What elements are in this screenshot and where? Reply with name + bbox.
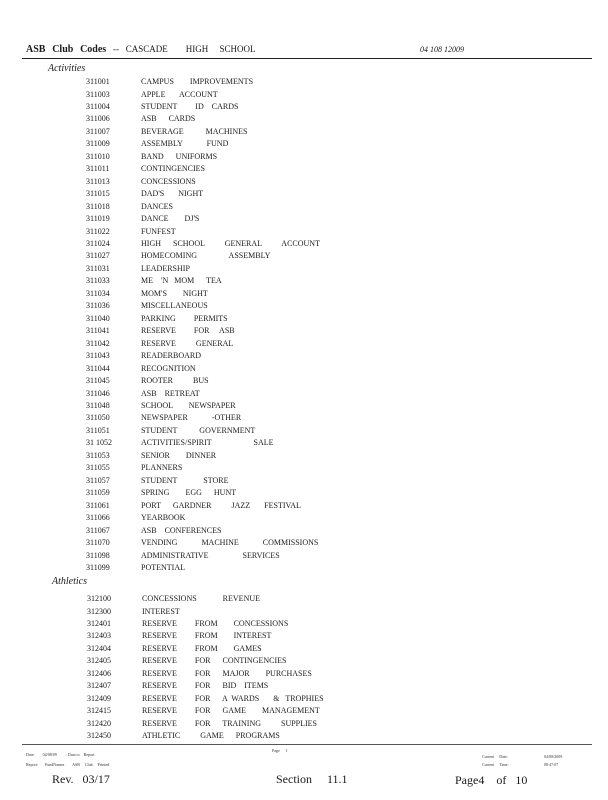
account-code: 311022 — [86, 226, 110, 236]
account-name: RESERVE FOR ASB — [141, 326, 235, 336]
account-name: RESERVE FROM INTEREST — [142, 631, 272, 641]
code-row — [86, 90, 506, 100]
account-name: STUDENT ID CARDS — [141, 101, 239, 111]
account-name: BEVERAGE MACHINES — [141, 126, 248, 136]
account-name: PARKING PERMITS — [141, 313, 228, 323]
account-code: 311034 — [86, 288, 110, 298]
account-name: ME 'N MOM TEA — [141, 276, 222, 286]
account-name: CONCESSIONS — [141, 176, 196, 186]
account-code: 311033 — [86, 276, 110, 286]
footer-page-number: Page4 of 10 — [455, 773, 528, 787]
account-name: PORT GARDNER JAZZ FESTIVAL — [141, 500, 301, 510]
code-row — [86, 513, 506, 523]
footer-page-small: Page 1 — [272, 748, 288, 753]
account-name: CONTINGENCIES — [141, 164, 205, 174]
code-row — [86, 551, 506, 561]
code-row — [86, 164, 506, 174]
code-row — [86, 438, 506, 448]
code-row — [87, 631, 507, 641]
code-row — [86, 426, 506, 436]
account-code: 312450 — [87, 731, 111, 741]
code-row — [86, 139, 506, 149]
account-code: 311027 — [86, 251, 110, 261]
account-name: DANCE DJ'S — [141, 214, 200, 224]
code-row — [86, 102, 506, 112]
account-code: 311059 — [86, 488, 110, 498]
code-row — [86, 127, 506, 137]
code-row — [86, 189, 506, 199]
footer-section: Section 11.1 — [276, 772, 348, 786]
account-code: 311019 — [86, 214, 110, 224]
account-name: MOM'S NIGHT — [141, 288, 208, 298]
title-asb: ASB — [26, 44, 46, 55]
account-code: 311048 — [86, 401, 110, 410]
account-name: ADMINISTRATIVE SERVICES — [141, 550, 280, 560]
account-code: 311040 — [86, 313, 110, 323]
account-code: 312404 — [87, 643, 111, 653]
code-row — [87, 694, 507, 704]
code-row — [86, 488, 506, 498]
account-code: 311036 — [86, 301, 110, 311]
account-code: 311018 — [86, 201, 110, 211]
code-row — [86, 526, 506, 536]
account-code: 312407 — [87, 681, 111, 691]
account-code: 311006 — [86, 114, 110, 124]
account-code: 312100 — [87, 594, 111, 603]
account-code: 311044 — [86, 363, 110, 373]
account-code: 311042 — [86, 338, 110, 348]
title-club: Club — [52, 44, 74, 55]
code-row — [86, 77, 506, 87]
code-row — [86, 463, 506, 473]
code-row — [87, 644, 507, 654]
code-row — [87, 656, 507, 666]
account-name: RESERVE FOR BID ITEMS — [142, 681, 269, 691]
account-name: DANCES — [141, 201, 174, 211]
code-row — [86, 351, 506, 361]
account-code: 311024 — [86, 239, 110, 248]
code-row — [86, 476, 506, 486]
account-name: ASB CARDS — [141, 114, 196, 124]
account-name: ASB CONFERENCES — [141, 525, 222, 535]
account-name: PLANNERS — [141, 463, 183, 473]
account-code: 311061 — [86, 500, 110, 510]
account-name: STUDENT STORE — [141, 475, 229, 485]
code-row — [86, 227, 506, 237]
account-code: 311067 — [86, 525, 110, 535]
account-name: READERBOARD — [141, 351, 202, 361]
account-name: RECOGNITION — [141, 363, 196, 373]
code-row — [86, 326, 506, 336]
report-header — [22, 44, 590, 58]
account-name: VENDING MACHINE COMMISSIONS — [141, 538, 319, 547]
title-codes: Codes — [80, 44, 107, 55]
account-name: POTENTIAL — [141, 562, 185, 572]
account-code: 311046 — [86, 388, 110, 398]
code-row — [86, 538, 506, 548]
account-name: ROOTER BUS — [141, 376, 209, 385]
code-row — [86, 239, 506, 249]
code-row — [86, 251, 506, 261]
account-name: RESERVE FOR TRAINING SUPPLIES — [142, 718, 318, 728]
account-name: RESERVE GENERAL — [141, 338, 234, 348]
report-date: 04 108 12009 — [420, 45, 464, 54]
code-row — [86, 563, 506, 573]
section-title: Activities — [48, 63, 86, 74]
code-row — [87, 681, 507, 691]
account-code: 311010 — [86, 151, 110, 161]
report-title — [26, 44, 255, 55]
account-name: SCHOOL NEWSPAPER — [141, 401, 236, 410]
account-name: CAMPUS IMPROVEMENTS — [141, 77, 254, 86]
account-code: 311045 — [86, 376, 110, 385]
account-code: 311050 — [86, 413, 110, 423]
account-code: 311043 — [86, 351, 110, 361]
footer-current-time-value: 08:47:07 — [544, 762, 559, 767]
account-name: RESERVE FOR CONTINGENCIES — [142, 656, 287, 666]
account-code: 311001 — [86, 77, 110, 86]
code-row — [87, 619, 507, 629]
code-row — [86, 114, 506, 124]
footer-meta-line-1: Date: 04/08/09 : Data to Report — [26, 752, 95, 757]
account-code: 311055 — [86, 463, 110, 473]
account-code: 311099 — [86, 562, 110, 572]
account-code: 312401 — [87, 619, 111, 628]
footer-divider — [22, 744, 592, 745]
code-row — [86, 451, 506, 461]
code-row — [86, 376, 506, 386]
account-name: ASSEMBLY FUND — [141, 139, 229, 149]
account-code: 311015 — [86, 189, 110, 199]
account-code: 311004 — [86, 101, 110, 111]
account-code: 311053 — [86, 450, 110, 460]
account-code: 311098 — [86, 550, 110, 560]
code-row — [86, 413, 506, 423]
account-code: 312415 — [87, 706, 111, 716]
account-code: 311057 — [86, 475, 110, 485]
code-row — [87, 594, 507, 604]
account-code: 311013 — [86, 176, 110, 186]
account-name: RESERVE FOR MAJOR PURCHASES — [142, 668, 312, 678]
account-name: MISCELLANEOUS — [141, 301, 208, 311]
header-divider — [22, 58, 592, 59]
footer-meta-line-2: Report: FundNames ASB Club Printed — [26, 762, 110, 767]
account-code: 311011 — [86, 164, 110, 174]
account-name: SENIOR DINNER — [141, 450, 217, 460]
account-name: RESERVE FOR A WARDS & TROPHIES — [142, 693, 324, 703]
code-row — [86, 202, 506, 212]
account-name: INTEREST — [142, 606, 180, 616]
account-name: LEADERSHIP — [141, 263, 190, 273]
account-name: FUNFEST — [141, 226, 176, 236]
account-name: STUDENT GOVERNMENT — [141, 425, 256, 435]
account-code: 31 1052 — [86, 438, 112, 448]
account-code: 311009 — [86, 139, 110, 149]
account-name: ASB RETREAT — [141, 388, 200, 398]
code-row — [86, 289, 506, 299]
code-row — [86, 301, 506, 311]
account-code: 312405 — [87, 656, 111, 666]
code-row — [87, 706, 507, 716]
account-name: CONCESSIONS REVENUE — [142, 594, 261, 603]
account-code: 312420 — [87, 718, 111, 728]
account-name: ATHLETIC GAME PROGRAMS — [142, 731, 280, 741]
code-row — [86, 501, 506, 511]
account-name: RESERVE FOR GAME MANAGEMENT — [142, 706, 320, 716]
code-row — [86, 364, 506, 374]
code-row — [86, 264, 506, 274]
footer-current-date-label: Current Date: — [482, 754, 508, 759]
account-name: NEWSPAPER -OTHER — [141, 413, 242, 423]
account-name: HOMECOMING ASSEMBLY — [141, 251, 271, 261]
code-row — [86, 314, 506, 324]
account-name: DAD'S NIGHT — [141, 189, 204, 199]
account-name: SPRING EGG HUNT — [141, 488, 237, 498]
code-row — [87, 731, 507, 741]
footer-current-date-value: 04/08/2009 — [544, 754, 563, 759]
account-name: BAND UNIFORMS — [141, 151, 218, 161]
account-code: 311003 — [86, 89, 110, 99]
code-row — [86, 389, 506, 399]
account-name: APPLE ACCOUNT — [141, 89, 218, 99]
account-name: YEARBOOK — [141, 513, 186, 523]
account-code: 312406 — [87, 668, 111, 678]
account-code: 312409 — [87, 693, 111, 703]
account-code: 312300 — [87, 606, 111, 616]
account-code: 312403 — [87, 631, 111, 641]
code-row — [86, 214, 506, 224]
account-code: 311066 — [86, 513, 110, 523]
code-row — [87, 607, 507, 617]
account-name: RESERVE FROM GAMES — [142, 643, 262, 653]
account-name: ACTIVITIES/SPIRIT SALE — [141, 438, 274, 448]
section-title: Athletics — [52, 576, 87, 587]
account-code: 311041 — [86, 326, 110, 336]
code-row — [86, 401, 506, 411]
title-school: -- CASCADE HIGH SCHOOL — [112, 44, 256, 54]
footer-revision: Rev. 03/17 — [52, 772, 110, 786]
code-row — [86, 339, 506, 349]
code-row — [86, 177, 506, 187]
code-row — [87, 719, 507, 729]
account-name: HIGH SCHOOL GENERAL ACCOUNT — [141, 239, 320, 248]
account-code: 311051 — [86, 425, 110, 435]
account-code: 311007 — [86, 126, 110, 136]
code-row — [86, 152, 506, 162]
account-code: 311031 — [86, 263, 110, 273]
account-name: RESERVE FROM CONCESSIONS — [142, 619, 289, 628]
code-row — [86, 276, 506, 286]
account-code: 311070 — [86, 538, 110, 547]
footer-current-time-label: Current Time: — [482, 762, 509, 767]
code-row — [87, 669, 507, 679]
